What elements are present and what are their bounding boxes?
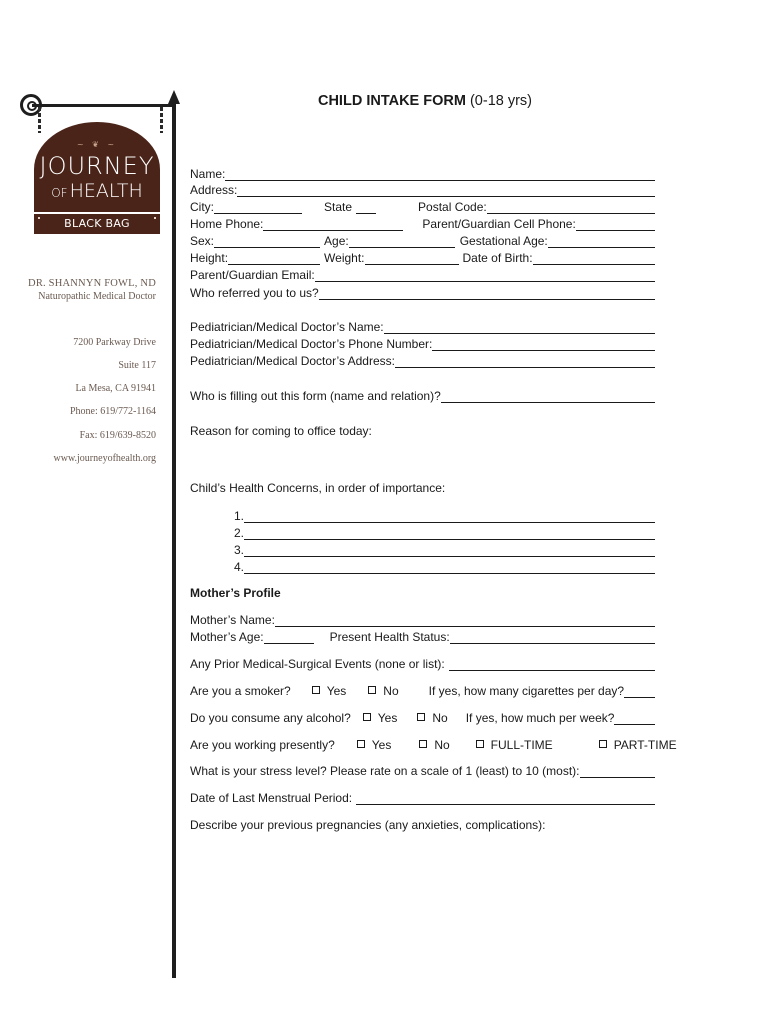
city-label: City: bbox=[190, 200, 214, 214]
mother-age-row bbox=[190, 630, 655, 644]
gestational-age-label: Gestational Age: bbox=[459, 234, 548, 248]
prior-events-label: Any Prior Medical-Surgical Events (none or list): bbox=[190, 657, 445, 671]
logo-health-word: HEALTH bbox=[69, 180, 143, 202]
menstrual-label: Date of Last Menstrual Period: bbox=[190, 791, 353, 805]
working-row bbox=[190, 738, 677, 752]
checkbox-icon[interactable] bbox=[368, 686, 376, 694]
smoker-yes-label: Yes bbox=[326, 684, 347, 698]
present-health-label: Present Health Status: bbox=[329, 630, 450, 644]
checkbox-icon[interactable] bbox=[312, 686, 320, 694]
checkbox-icon[interactable] bbox=[476, 740, 484, 748]
postal-code-label: Postal Code: bbox=[418, 200, 487, 214]
name-field[interactable] bbox=[225, 169, 655, 181]
filling-row bbox=[190, 389, 655, 403]
checkbox-icon[interactable] bbox=[417, 713, 425, 721]
ped-name-label: Pediatrician/Medical Doctor’s Name: bbox=[190, 320, 384, 334]
concern-number-4: 4. bbox=[234, 560, 245, 574]
doctor-name: DR. SHANNYN FOWL, ND bbox=[28, 278, 156, 289]
alcohol-yes-label: Yes bbox=[377, 711, 398, 725]
smoker-label: Are you a smoker? bbox=[190, 684, 291, 698]
address-line-2: Suite 117 bbox=[118, 360, 156, 371]
city-field[interactable] bbox=[214, 202, 302, 214]
weight-field[interactable] bbox=[365, 253, 459, 265]
cigarettes-field[interactable] bbox=[624, 686, 655, 698]
how-much-label: If yes, how much per week? bbox=[465, 711, 615, 725]
guardian-cell-field[interactable] bbox=[576, 219, 655, 231]
sign-ornament-icon: ~ ❦ ~ bbox=[76, 140, 118, 149]
working-label: Are you working presently? bbox=[190, 738, 335, 752]
sign-chain-right bbox=[160, 107, 163, 133]
smoker-no-option[interactable] bbox=[368, 684, 398, 698]
filling-label: Who is filling out this form (name and relation)? bbox=[190, 389, 441, 403]
mother-age-field[interactable] bbox=[264, 632, 314, 644]
alcohol-label: Do you consume any alcohol? bbox=[190, 711, 351, 725]
concern-row-3 bbox=[234, 543, 655, 557]
mother-age-label: Mother’s Age: bbox=[190, 630, 264, 644]
concern-field-4[interactable] bbox=[244, 562, 655, 574]
concern-field-3[interactable] bbox=[244, 545, 655, 557]
doctor-title: Naturopathic Medical Doctor bbox=[38, 291, 156, 302]
cigarettes-label: If yes, how many cigarettes per day? bbox=[428, 684, 625, 698]
pregnancies-label: Describe your previous pregnancies (any anxieties, complications): bbox=[190, 818, 546, 832]
gestational-age-field[interactable] bbox=[548, 236, 655, 248]
address-field[interactable] bbox=[237, 185, 655, 197]
prior-events-row bbox=[190, 657, 655, 671]
sign-chain-left bbox=[38, 107, 41, 133]
height-weight-row bbox=[190, 251, 655, 265]
working-yes-label: Yes bbox=[371, 738, 392, 752]
concerns-label: Child’s Health Concerns, in order of importance: bbox=[190, 481, 446, 495]
ped-name-row bbox=[190, 320, 655, 334]
sign-post-tip bbox=[168, 90, 180, 104]
logo-journey: JOURNEY bbox=[39, 152, 155, 180]
ped-name-field[interactable] bbox=[384, 322, 655, 334]
concern-row-4 bbox=[234, 560, 655, 574]
mother-profile-heading: Mother’s Profile bbox=[190, 586, 281, 600]
logo-sign bbox=[34, 122, 160, 212]
alcohol-row bbox=[190, 711, 655, 725]
alcohol-no-label: No bbox=[432, 711, 448, 725]
address-label: Address: bbox=[190, 183, 238, 197]
smoker-row bbox=[190, 684, 655, 698]
ped-phone-label: Pediatrician/Medical Doctor’s Phone Number: bbox=[190, 337, 433, 351]
concerns-row bbox=[190, 481, 655, 495]
menstrual-field[interactable] bbox=[356, 793, 655, 805]
stress-row bbox=[190, 764, 655, 778]
smoker-no-label: No bbox=[383, 684, 399, 698]
mother-name-field[interactable] bbox=[275, 615, 655, 627]
dob-label: Date of Birth: bbox=[462, 251, 533, 265]
pregnancies-row bbox=[190, 818, 655, 832]
guardian-email-label: Parent/Guardian Email: bbox=[190, 268, 315, 282]
website-link[interactable]: www.journeyofhealth.org bbox=[53, 453, 156, 464]
ped-phone-row bbox=[190, 337, 655, 351]
height-field[interactable] bbox=[228, 253, 320, 265]
sign-post bbox=[172, 104, 176, 978]
sex-field[interactable] bbox=[214, 236, 320, 248]
referred-row bbox=[190, 286, 655, 300]
checkbox-icon[interactable] bbox=[599, 740, 607, 748]
postal-code-field[interactable] bbox=[487, 202, 655, 214]
age-field[interactable] bbox=[349, 236, 455, 248]
ped-phone-field[interactable] bbox=[432, 339, 655, 351]
home-phone-field[interactable] bbox=[263, 219, 403, 231]
form-title bbox=[190, 93, 660, 109]
form-title-range: (0-18 yrs) bbox=[465, 93, 533, 109]
height-label: Height: bbox=[190, 251, 229, 265]
menstrual-row bbox=[190, 791, 655, 805]
mother-name-row bbox=[190, 613, 655, 627]
phone-row bbox=[190, 217, 655, 231]
concern-number-1: 1. bbox=[234, 509, 245, 523]
fax-number: Fax: 619/639-8520 bbox=[79, 430, 156, 441]
concern-row-2 bbox=[234, 526, 655, 540]
concern-row-1 bbox=[234, 509, 655, 523]
prior-events-field[interactable] bbox=[449, 659, 655, 671]
concern-field-2[interactable] bbox=[244, 528, 655, 540]
name-row bbox=[190, 167, 655, 181]
weight-label: Weight: bbox=[324, 251, 365, 265]
logo-banner: BLACK BAG MEDICINE bbox=[34, 214, 160, 234]
city-row bbox=[190, 200, 655, 214]
sex-label: Sex: bbox=[190, 234, 215, 248]
ped-address-field[interactable] bbox=[395, 356, 655, 368]
dob-field[interactable] bbox=[533, 253, 655, 265]
address-row bbox=[190, 183, 655, 197]
part-time-option[interactable] bbox=[599, 738, 677, 752]
stress-field[interactable] bbox=[580, 766, 656, 778]
alcohol-no-option[interactable] bbox=[417, 711, 447, 725]
reason-row bbox=[190, 424, 655, 438]
concern-field-1[interactable] bbox=[244, 511, 655, 523]
referred-field[interactable] bbox=[319, 288, 655, 300]
guardian-cell-label: Parent/Guardian Cell Phone: bbox=[422, 217, 576, 231]
logo-of: OF bbox=[51, 186, 68, 200]
guardian-email-field[interactable] bbox=[315, 270, 655, 282]
form-title-main: CHILD INTAKE FORM bbox=[317, 93, 466, 109]
alcohol-yes-option[interactable] bbox=[363, 711, 398, 725]
checkbox-icon[interactable] bbox=[357, 740, 365, 748]
ped-address-row bbox=[190, 354, 655, 368]
phone-number: Phone: 619/772-1164 bbox=[69, 406, 156, 417]
referred-label: Who referred you to us? bbox=[190, 286, 319, 300]
concern-number-2: 2. bbox=[234, 526, 245, 540]
sex-age-row bbox=[190, 234, 655, 248]
home-phone-label: Home Phone: bbox=[190, 217, 264, 231]
mother-name-label: Mother’s Name: bbox=[190, 613, 275, 627]
sign-arm bbox=[32, 104, 174, 107]
stress-label: What is your stress level? Please rate on a scale of 1 (least) to 10 (most): bbox=[190, 764, 580, 778]
full-time-label: FULL-TIME bbox=[490, 738, 553, 752]
full-time-option[interactable] bbox=[476, 738, 553, 752]
working-no-label: No bbox=[434, 738, 450, 752]
concern-number-3: 3. bbox=[234, 543, 245, 557]
filling-field[interactable] bbox=[441, 391, 655, 403]
email-row bbox=[190, 268, 655, 282]
smoker-yes-option[interactable] bbox=[312, 684, 347, 698]
state-field[interactable] bbox=[356, 202, 376, 214]
part-time-label: PART-TIME bbox=[613, 738, 677, 752]
logo-health bbox=[34, 180, 160, 202]
reason-label: Reason for coming to office today: bbox=[190, 424, 372, 438]
how-much-field[interactable] bbox=[614, 713, 655, 725]
name-label: Name: bbox=[190, 167, 226, 181]
ped-address-label: Pediatrician/Medical Doctor’s Address: bbox=[190, 354, 395, 368]
present-health-field[interactable] bbox=[450, 632, 655, 644]
mother-profile-row bbox=[190, 586, 655, 600]
working-yes-option[interactable] bbox=[357, 738, 392, 752]
checkbox-icon[interactable] bbox=[363, 713, 371, 721]
address-line-1: 7200 Parkway Drive bbox=[73, 337, 156, 348]
working-no-option[interactable] bbox=[419, 738, 449, 752]
checkbox-icon[interactable] bbox=[419, 740, 427, 748]
address-city: La Mesa, CA 91941 bbox=[75, 383, 156, 394]
age-label: Age: bbox=[324, 234, 349, 248]
state-label: State bbox=[324, 200, 353, 214]
